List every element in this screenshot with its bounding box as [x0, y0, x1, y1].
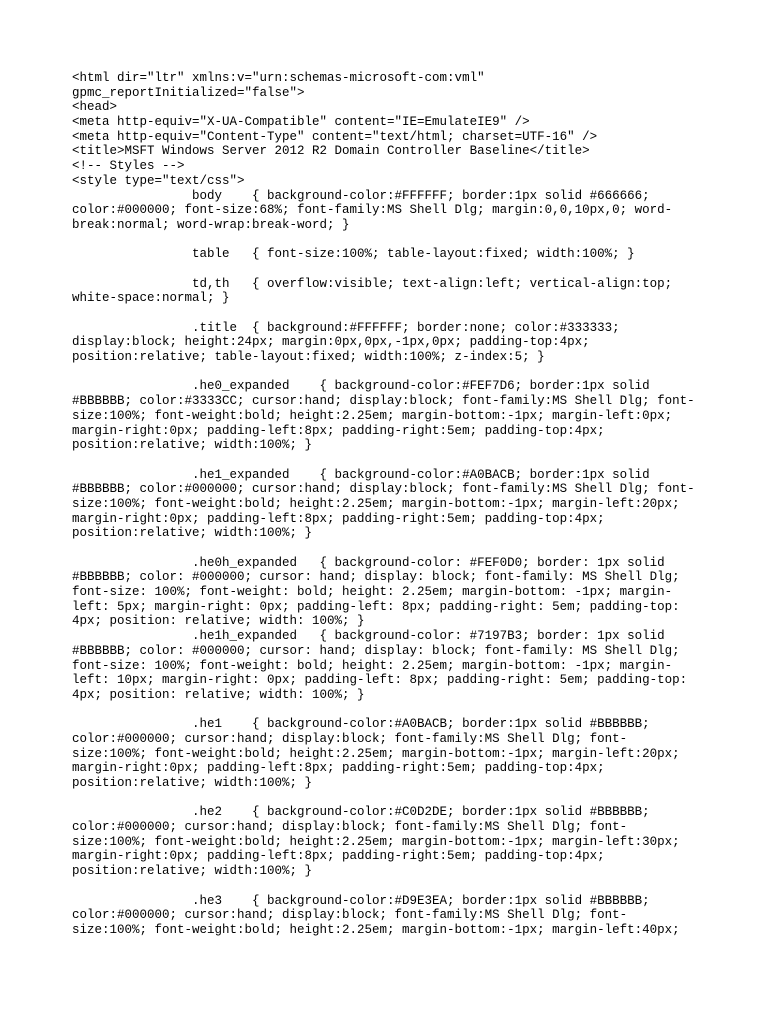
document-line: left: 10px; margin-right: 0px; padding-left: 8px; padding-right: 5em; padding-top:	[72, 673, 688, 688]
document-line: .he0_expanded { background-color:#FEF7D6; border:1px solid	[72, 379, 650, 394]
document-line	[72, 365, 712, 380]
document-line: 4px; position: relative; width: 100%; }	[72, 687, 365, 702]
document-line: <meta http-equiv="X-UA-Compatible" content="IE=EmulateIE9" />	[72, 115, 530, 130]
document-line: <title>MSFT Windows Server 2012 R2 Domain Controller Baseline</title>	[72, 144, 590, 159]
document-line	[72, 791, 712, 806]
document-line: margin-right:0px; padding-left:8px; padding-right:5em; padding-top:4px;	[72, 511, 605, 526]
document-line: <meta http-equiv="Content-Type" content="text/html; charset=UTF-16" />	[72, 129, 598, 144]
document-line: position:relative; width:100%; }	[72, 438, 313, 453]
document-line	[72, 879, 712, 894]
document-line: .he1_expanded { background-color:#A0BACB; border:1px solid	[72, 467, 650, 482]
document-line: position:relative; width:100%; }	[72, 864, 313, 879]
document-line: size:100%; font-weight:bold; height:2.25em; margin-bottom:-1px; margin-left:30px;	[72, 834, 680, 849]
document-line: .he2 { background-color:#C0D2DE; border:1px solid #BBBBBB;	[72, 805, 650, 820]
document-line: body { background-color:#FFFFFF; border:1px solid #666666;	[72, 188, 650, 203]
document-line: <!-- Styles -->	[72, 159, 185, 174]
document-line: break:normal; word-wrap:break-word; }	[72, 217, 350, 232]
document-line: size:100%; font-weight:bold; height:2.25em; margin-bottom:-1px; margin-left:0px;	[72, 408, 673, 423]
document-line	[72, 541, 712, 556]
document-line: margin-right:0px; padding-left:8px; padding-right:5em; padding-top:4px;	[72, 849, 605, 864]
document-line: td,th { overflow:visible; text-align:left; vertical-align:top;	[72, 276, 673, 291]
document-line: color:#000000; cursor:hand; display:block; font-family:MS Shell Dlg; font-	[72, 731, 628, 746]
document-line: <html dir="ltr" xmlns:v="urn:schemas-microsoft-com:vml"	[72, 71, 485, 85]
document-line: position:relative; width:100%; }	[72, 776, 313, 790]
document-line: color:#000000; font-size:68%; font-family:MS Shell Dlg; margin:0,0,10px,0; word-	[72, 203, 673, 218]
document-line: position:relative; table-layout:fixed; width:100%; z-index:5; }	[72, 350, 545, 365]
document-line: <head>	[72, 100, 118, 115]
document-line: position:relative; width:100%; }	[72, 526, 313, 541]
document-line: .he1h_expanded { background-color: #7197B3; border: 1px solid	[72, 629, 665, 644]
document-line: #BBBBBB; color:#3333CC; cursor:hand; display:block; font-family:MS Shell Dlg; font-	[72, 394, 695, 409]
document-line: gpmc_reportInitialized="false">	[72, 85, 305, 100]
document-line	[72, 233, 712, 248]
document-line: color:#000000; cursor:hand; display:block; font-family:MS Shell Dlg; font-	[72, 908, 628, 923]
document-page	[72, 71, 712, 938]
document-line: #BBBBBB; color: #000000; cursor: hand; display: block; font-family: MS Shell Dlg;	[72, 643, 680, 658]
document-line: display:block; height:24px; margin:0px,0px,-1px,0px; padding-top:4px;	[72, 335, 590, 350]
document-line: .title { background:#FFFFFF; border:none; color:#333333;	[72, 320, 620, 335]
document-line: font-size: 100%; font-weight: bold; height: 2.25em; margin-bottom: -1px; margin-	[72, 585, 673, 600]
document-line: table { font-size:100%; table-layout:fixed; width:100%; }	[72, 247, 635, 262]
document-line: font-size: 100%; font-weight: bold; height: 2.25em; margin-bottom: -1px; margin-	[72, 658, 673, 673]
document-line: #BBBBBB; color: #000000; cursor: hand; display: block; font-family: MS Shell Dlg;	[72, 570, 680, 585]
document-line: size:100%; font-weight:bold; height:2.25em; margin-bottom:-1px; margin-left:20px;	[72, 496, 680, 511]
document-line: color:#000000; cursor:hand; display:block; font-family:MS Shell Dlg; font-	[72, 820, 628, 835]
document-line	[72, 306, 712, 321]
document-line: size:100%; font-weight:bold; height:2.25em; margin-bottom:-1px; margin-left:20px;	[72, 746, 680, 761]
document-line: .he1 { background-color:#A0BACB; border:1px solid #BBBBBB;	[72, 717, 650, 732]
document-line: .he3 { background-color:#D9E3EA; border:1px solid #BBBBBB;	[72, 893, 650, 908]
document-line: size:100%; font-weight:bold; height:2.25em; margin-bottom:-1px; margin-left:40px;	[72, 922, 680, 937]
document-line	[72, 703, 712, 718]
document-line: white-space:normal; }	[72, 291, 230, 306]
document-line: 4px; position: relative; width: 100%; }	[72, 614, 365, 629]
document-line: #BBBBBB; color:#000000; cursor:hand; display:block; font-family:MS Shell Dlg; font-	[72, 482, 695, 497]
document-line	[72, 453, 712, 468]
document-line: <style type="text/css">	[72, 173, 245, 188]
document-line: margin-right:0px; padding-left:8px; padding-right:5em; padding-top:4px;	[72, 423, 605, 438]
document-line	[72, 262, 712, 277]
document-line: margin-right:0px; padding-left:8px; padding-right:5em; padding-top:4px;	[72, 761, 605, 776]
document-line: left: 5px; margin-right: 0px; padding-left: 8px; padding-right: 5em; padding-top:	[72, 599, 680, 614]
document-line: .he0h_expanded { background-color: #FEF0D0; border: 1px solid	[72, 555, 665, 570]
